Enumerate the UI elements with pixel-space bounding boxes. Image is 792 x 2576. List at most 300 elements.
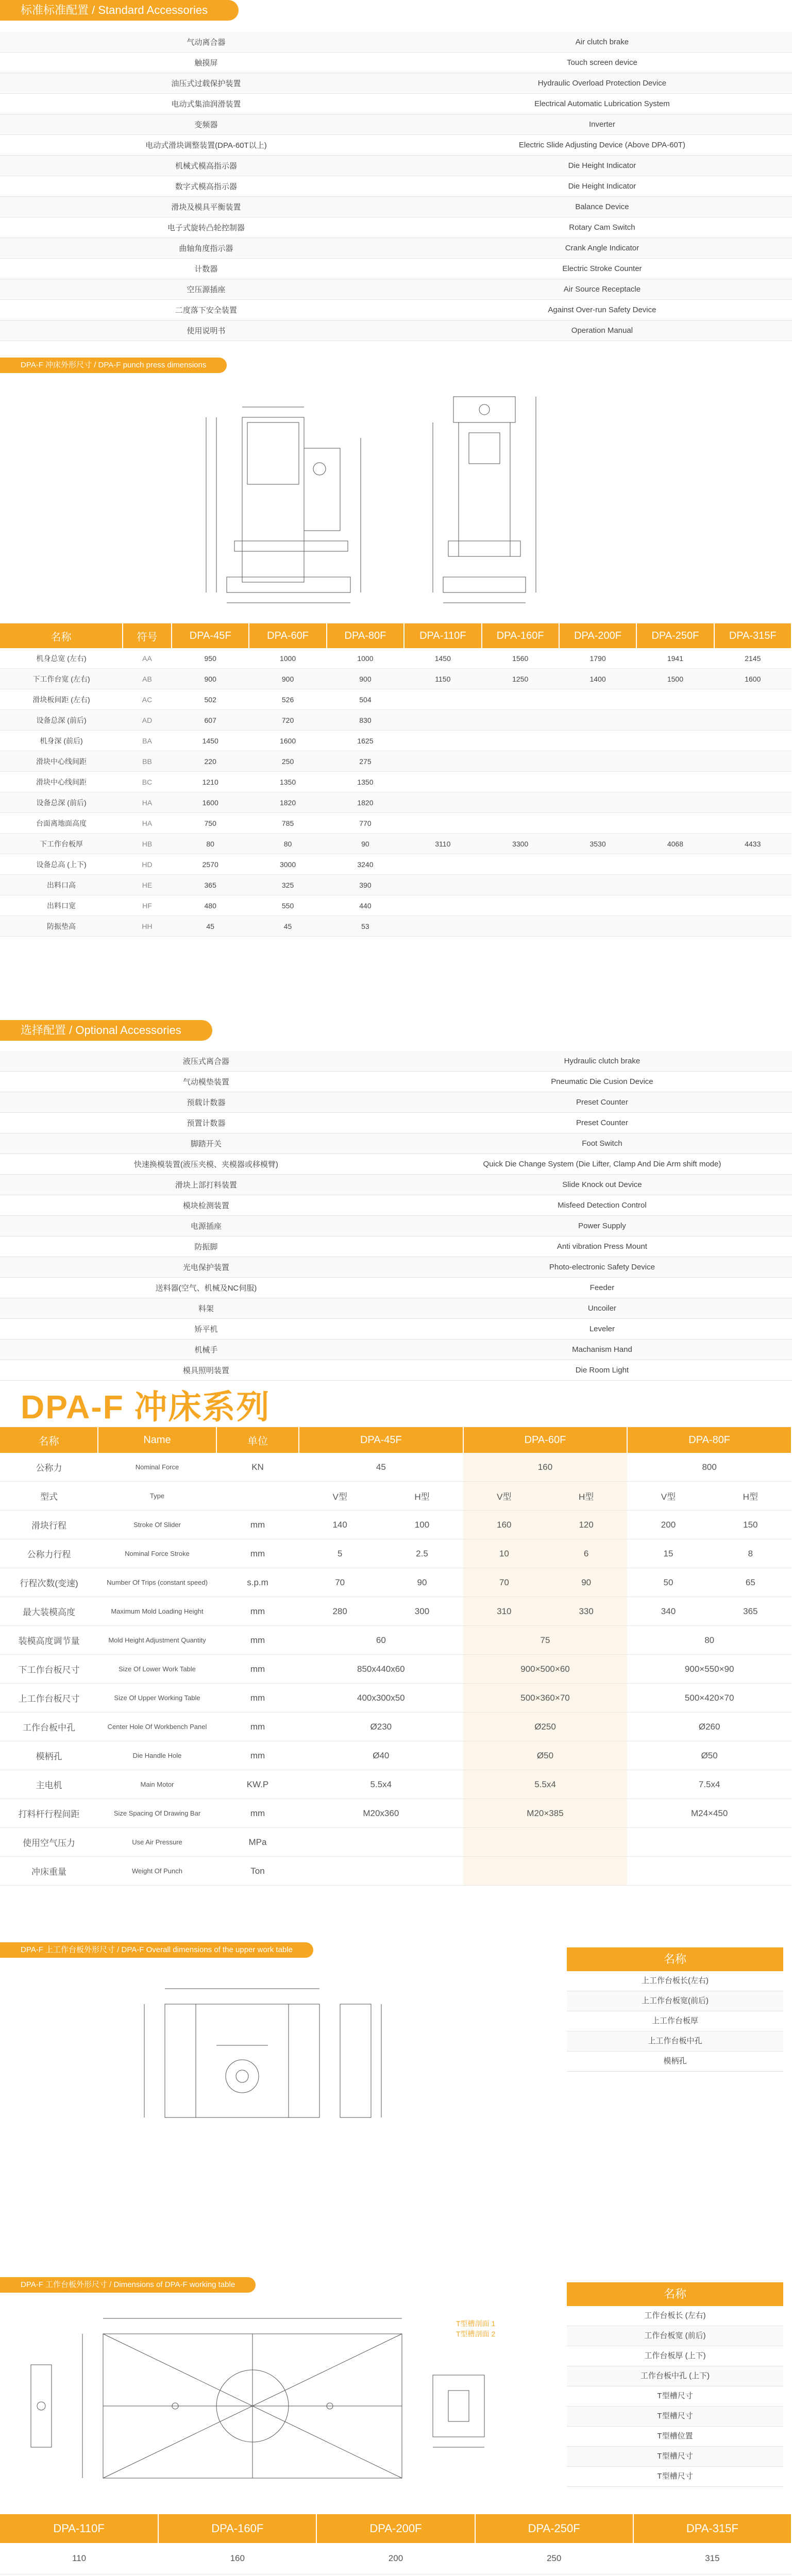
series-row <box>0 1626 791 1655</box>
accessory-en: Quick Die Change System (Die Lifter, Clamp And Die Arm shift mode) <box>412 1154 792 1175</box>
accessory-row <box>0 32 792 53</box>
series-name-cn: 下工作台板尺寸 <box>0 1655 98 1684</box>
series-value <box>463 1828 628 1857</box>
series-unit: mm <box>216 1597 299 1626</box>
accessory-row <box>0 259 792 279</box>
spec-row <box>0 916 791 937</box>
spec-cell: 防振垫高 <box>0 916 123 937</box>
series-name-en: Weight Of Punch <box>98 1857 216 1886</box>
large-series-value <box>79 2574 159 2576</box>
accessory-row <box>0 1216 792 1236</box>
series-name-cn: 上工作台板尺寸 <box>0 1684 98 1713</box>
accessory-cn: 气动模垫装置 <box>0 1072 412 1092</box>
spec-cell: 机身总宽 (左右) <box>0 648 123 669</box>
series-unit: mm <box>216 1511 299 1539</box>
accessory-row <box>0 156 792 176</box>
series-value: 5.5x4 <box>463 1770 628 1799</box>
accessory-en: Misfeed Detection Control <box>412 1195 792 1216</box>
series-value: 100 <box>381 1511 463 1539</box>
spec-cell <box>636 875 714 895</box>
series-row <box>0 1482 791 1511</box>
series-value: 500×420×70 <box>627 1684 791 1713</box>
series-header: DPA-60F <box>463 1427 628 1453</box>
spec-cell: 80 <box>249 834 326 854</box>
spec-cell: HF <box>123 895 172 916</box>
spec-cell <box>404 854 481 875</box>
series-name-cn: 冲床重量 <box>0 1857 98 1886</box>
spec-cell <box>559 854 636 875</box>
spec-cell: HD <box>123 854 172 875</box>
accessory-row <box>0 114 792 135</box>
spec-cell <box>559 875 636 895</box>
accessory-row <box>0 320 792 341</box>
spec-cell <box>714 854 791 875</box>
large-series-value <box>316 2574 396 2576</box>
series-unit: KW.P <box>216 1770 299 1799</box>
upper-table-drawing <box>124 1973 423 2143</box>
spec-cell: 325 <box>249 875 326 895</box>
name-list-item: 工作台板中孔 (上下) <box>567 2366 783 2386</box>
accessory-cn: 油压式过载保护装置 <box>0 73 412 94</box>
spec-cell: 950 <box>172 648 249 669</box>
spec-cell: HA <box>123 792 172 813</box>
spec-cell: 1250 <box>482 669 559 689</box>
series-name-en: Type <box>98 1482 216 1511</box>
spec-cell: 80 <box>172 834 249 854</box>
spec-cell <box>404 731 481 751</box>
series-value: 150 <box>710 1511 791 1539</box>
series-unit: mm <box>216 1713 299 1741</box>
accessory-row <box>0 1360 792 1381</box>
spec-cell: 90 <box>327 834 404 854</box>
accessory-cn: 变频器 <box>0 114 412 135</box>
accessory-cn: 液压式离合器 <box>0 1051 412 1072</box>
series-value: 330 <box>545 1597 627 1626</box>
spec-cell <box>404 916 481 937</box>
accessory-cn: 滑块上部打料装置 <box>0 1175 412 1195</box>
spec-cell: 出料口宽 <box>0 895 123 916</box>
series-unit: mm <box>216 1684 299 1713</box>
spec-cell: 滑块中心线间距 <box>0 751 123 772</box>
spec-cell: 1600 <box>172 792 249 813</box>
large-series-header: DPA-160F <box>158 2514 316 2543</box>
accessory-row <box>0 1195 792 1216</box>
series-value: 120 <box>545 1511 627 1539</box>
spec-cell <box>404 689 481 710</box>
series-value: 310 <box>463 1597 545 1626</box>
name-list-item: T型槽位置 <box>567 2427 783 2447</box>
accessory-cn: 曲轴角度指示器 <box>0 238 412 259</box>
large-series-header: DPA-250F <box>475 2514 633 2543</box>
spec-cell: 1820 <box>249 792 326 813</box>
spec-row <box>0 792 791 813</box>
accessory-en: Die Room Light <box>412 1360 792 1381</box>
spec-cell <box>404 875 481 895</box>
spec-cell <box>482 792 559 813</box>
spec-cell <box>482 875 559 895</box>
series-row <box>0 1857 791 1886</box>
spec-row <box>0 772 791 792</box>
accessory-row <box>0 53 792 73</box>
press-front-drawing <box>186 386 423 613</box>
spec-cell: 250 <box>249 751 326 772</box>
spec-cell <box>404 751 481 772</box>
large-series-value: 200 <box>316 2543 475 2574</box>
accessory-row <box>0 238 792 259</box>
accessory-en: Foot Switch <box>412 1133 792 1154</box>
accessory-cn: 模块检测装置 <box>0 1195 412 1216</box>
accessory-cn: 快速换模装置(液压夹模、夹模器或移模臂) <box>0 1154 412 1175</box>
series-header: 单位 <box>216 1427 299 1453</box>
spec-cell: 53 <box>327 916 404 937</box>
spec-cell <box>559 813 636 834</box>
accessory-en: Balance Device <box>412 197 792 217</box>
spec-cell <box>559 916 636 937</box>
series-row <box>0 1568 791 1597</box>
spec-cell: 1350 <box>249 772 326 792</box>
spec-cell: 设备总深 (前后) <box>0 710 123 731</box>
series-name-en: Main Motor <box>98 1770 216 1799</box>
accessory-en: Electric Stroke Counter <box>412 259 792 279</box>
spec-header: DPA-45F <box>172 623 249 648</box>
series-value: 90 <box>545 1568 627 1597</box>
series-row <box>0 1770 791 1799</box>
spec-cell <box>714 689 791 710</box>
accessory-cn: 电子式旋转凸轮控制器 <box>0 217 412 238</box>
accessory-en: Preset Counter <box>412 1113 792 1133</box>
series-name-en: Mold Height Adjustment Quantity <box>98 1626 216 1655</box>
spec-cell: 550 <box>249 895 326 916</box>
spec-cell: 下工作台板厚 <box>0 834 123 854</box>
accessory-en: Hydraulic Overload Protection Device <box>412 73 792 94</box>
spec-cell: 机身深 (前后) <box>0 731 123 751</box>
spec-row <box>0 834 791 854</box>
accessory-row <box>0 300 792 320</box>
spec-cell <box>482 689 559 710</box>
legend-label-2: T型槽剖面 2 <box>456 2330 496 2338</box>
accessory-en: Operation Manual <box>412 320 792 341</box>
standard-accessories-header: 标准标准配置 / Standard Accessories <box>0 0 239 21</box>
series-value: 500×360×70 <box>463 1684 628 1713</box>
series-row <box>0 1511 791 1539</box>
optional-accessories-header: 选择配置 / Optional Accessories <box>0 1020 212 1041</box>
spec-header: 符号 <box>123 623 172 648</box>
accessory-cn: 预载计数器 <box>0 1092 412 1113</box>
series-value: 50 <box>627 1568 709 1597</box>
series-name-en: Number Of Trips (constant speed) <box>98 1568 216 1597</box>
series-value: 70 <box>299 1568 381 1597</box>
series-title: DPA-F 冲床系列 <box>21 1388 271 1426</box>
accessory-row <box>0 1298 792 1319</box>
series-name-en: Center Hole Of Workbench Panel <box>98 1713 216 1741</box>
spec-cell: 2570 <box>172 854 249 875</box>
spec-cell: HA <box>123 813 172 834</box>
accessory-en: Air clutch brake <box>412 32 792 53</box>
spec-cell: AD <box>123 710 172 731</box>
spec-cell: 1210 <box>172 772 249 792</box>
spec-cell <box>636 792 714 813</box>
series-unit: mm <box>216 1655 299 1684</box>
spec-cell: 440 <box>327 895 404 916</box>
accessory-cn: 矫平机 <box>0 1319 412 1340</box>
series-name-en: Size Of Upper Working Table <box>98 1684 216 1713</box>
accessory-cn: 触摸屏 <box>0 53 412 73</box>
spec-cell <box>636 772 714 792</box>
series-name-cn: 工作台板中孔 <box>0 1713 98 1741</box>
spec-cell <box>482 751 559 772</box>
accessory-cn: 预置计数器 <box>0 1113 412 1133</box>
accessory-en: Die Height Indicator <box>412 176 792 197</box>
spec-cell: 1600 <box>714 669 791 689</box>
spec-cell: 275 <box>327 751 404 772</box>
spec-cell: 1150 <box>404 669 481 689</box>
accessory-en: Power Supply <box>412 1216 792 1236</box>
spec-cell: HH <box>123 916 172 937</box>
spec-cell: 台面离地面高度 <box>0 813 123 834</box>
spec-row <box>0 854 791 875</box>
accessory-cn: 电动式滑块调整装置(DPA-60T以上) <box>0 135 412 156</box>
series-row <box>0 1539 791 1568</box>
series-value: 45 <box>299 1453 463 1482</box>
large-series-table <box>0 2514 792 2576</box>
spec-cell: 1941 <box>636 648 714 669</box>
spec-cell <box>636 689 714 710</box>
spec-cell <box>714 751 791 772</box>
series-name-cn: 滑块行程 <box>0 1511 98 1539</box>
spec-row <box>0 710 791 731</box>
series-name-en: Die Handle Hole <box>98 1741 216 1770</box>
standard-accessories-table <box>0 32 792 341</box>
spec-cell <box>482 731 559 751</box>
optional-accessories-table <box>0 1051 792 1381</box>
series-table <box>0 1427 792 1886</box>
name-list-item: T型槽尺寸 <box>567 2406 783 2427</box>
accessory-en: Against Over-run Safety Device <box>412 300 792 320</box>
spec-cell <box>714 792 791 813</box>
series-value: H型 <box>710 1482 791 1511</box>
spec-cell: 480 <box>172 895 249 916</box>
series-name-en: Stroke Of Slider <box>98 1511 216 1539</box>
series-value: 5 <box>299 1539 381 1568</box>
series-row <box>0 1684 791 1713</box>
name-list-item: T型槽尺寸 <box>567 2447 783 2467</box>
spec-row <box>0 731 791 751</box>
spec-cell: 2145 <box>714 648 791 669</box>
spec-cell <box>636 916 714 937</box>
spec-cell: 1450 <box>404 648 481 669</box>
series-name-cn: 主电机 <box>0 1770 98 1799</box>
series-value: 160 <box>463 1453 628 1482</box>
accessory-cn: 模具照明装置 <box>0 1360 412 1381</box>
spec-cell: BB <box>123 751 172 772</box>
spec-cell: 1625 <box>327 731 404 751</box>
spec-cell <box>482 895 559 916</box>
accessory-en: Leveler <box>412 1319 792 1340</box>
accessory-cn: 料架 <box>0 1298 412 1319</box>
series-value: 80 <box>627 1626 791 1655</box>
spec-cell: 滑块中心线间距 <box>0 772 123 792</box>
name-list-item: 模柄孔 <box>567 2052 783 2072</box>
legend-label-1: T型槽剖面 1 <box>456 2319 496 2328</box>
spec-cell <box>714 710 791 731</box>
spec-row <box>0 689 791 710</box>
spec-cell <box>482 854 559 875</box>
series-name-cn: 装模高度调节量 <box>0 1626 98 1655</box>
accessory-row <box>0 1236 792 1257</box>
series-header: DPA-45F <box>299 1427 463 1453</box>
series-header: DPA-80F <box>627 1427 791 1453</box>
name-list-item: 上工作台板中孔 <box>567 2031 783 2052</box>
spec-cell: 502 <box>172 689 249 710</box>
spec-cell: 750 <box>172 813 249 834</box>
spec-cell: 3300 <box>482 834 559 854</box>
series-value: Ø230 <box>299 1713 463 1741</box>
accessory-row <box>0 1319 792 1340</box>
spec-header: DPA-250F <box>636 623 714 648</box>
upper-table-section <box>0 1942 792 2169</box>
spec-cell: 设备总高 (上下) <box>0 854 123 875</box>
press-side-drawing <box>423 386 557 613</box>
series-name-cn: 打料杆行程间距 <box>0 1799 98 1828</box>
spec-cell: 770 <box>327 813 404 834</box>
spec-cell: 1600 <box>249 731 326 751</box>
accessory-en: Touch screen device <box>412 53 792 73</box>
spec-cell <box>714 895 791 916</box>
large-series-value: 250 <box>475 2543 633 2574</box>
spec-row <box>0 895 791 916</box>
dimensions-header: DPA-F 冲床外形尺寸 / DPA-F punch press dimensions <box>0 358 227 373</box>
spec-cell: 526 <box>249 689 326 710</box>
spec-cell: 下工作台宽 (左右) <box>0 669 123 689</box>
accessory-cn: 计数器 <box>0 259 412 279</box>
spec-cell <box>714 772 791 792</box>
series-value: V型 <box>627 1482 709 1511</box>
spec-cell: 1790 <box>559 648 636 669</box>
spec-cell: 390 <box>327 875 404 895</box>
accessory-row <box>0 1278 792 1298</box>
spec-cell: 900 <box>249 669 326 689</box>
accessory-en: Crank Angle Indicator <box>412 238 792 259</box>
spec-cell: 720 <box>249 710 326 731</box>
spec-row <box>0 669 791 689</box>
series-value: Ø50 <box>463 1741 628 1770</box>
accessory-row <box>0 1154 792 1175</box>
series-value: 10 <box>463 1539 545 1568</box>
large-series-value <box>712 2574 791 2576</box>
spec-cell <box>636 751 714 772</box>
spec-cell: 1350 <box>327 772 404 792</box>
accessory-en: Slide Knock out Device <box>412 1175 792 1195</box>
series-name-cn: 行程次数(变速) <box>0 1568 98 1597</box>
series-value: 900×550×90 <box>627 1655 791 1684</box>
accessory-cn: 空压源插座 <box>0 279 412 300</box>
spec-cell: 1400 <box>559 669 636 689</box>
accessory-en: Anti vibration Press Mount <box>412 1236 792 1257</box>
accessory-en: Electrical Automatic Lubrication System <box>412 94 792 114</box>
working-table-header: DPA-F 工作台板外形尺寸 / Dimensions of DPA-F working table <box>0 2277 256 2293</box>
spec-cell <box>404 710 481 731</box>
spec-cell: 1500 <box>636 669 714 689</box>
accessory-cn: 脚踏开关 <box>0 1133 412 1154</box>
series-value: 160 <box>463 1511 545 1539</box>
series-value: 15 <box>627 1539 709 1568</box>
spec-cell <box>404 813 481 834</box>
accessory-cn: 机械手 <box>0 1340 412 1360</box>
upper-table-header: DPA-F 上工作台板外形尺寸 / DPA-F Overall dimensions of the upper work table <box>0 1942 313 1958</box>
spec-header: DPA-315F <box>714 623 791 648</box>
spec-cell: AA <box>123 648 172 669</box>
series-value <box>627 1857 791 1886</box>
series-header: Name <box>98 1427 216 1453</box>
upper-names-list <box>567 1947 783 2072</box>
spec-cell <box>636 710 714 731</box>
series-unit: mm <box>216 1539 299 1568</box>
series-value: V型 <box>299 1482 381 1511</box>
accessory-cn: 二度落下安全装置 <box>0 300 412 320</box>
spec-row <box>0 813 791 834</box>
series-unit: mm <box>216 1799 299 1828</box>
spec-row <box>0 751 791 772</box>
accessory-row <box>0 1092 792 1113</box>
series-unit: mm <box>216 1741 299 1770</box>
series-value: 140 <box>299 1511 381 1539</box>
series-row <box>0 1655 791 1684</box>
spec-cell <box>636 895 714 916</box>
accessory-en: Rotary Cam Switch <box>412 217 792 238</box>
accessory-en: Machanism Hand <box>412 1340 792 1360</box>
series-value: 70 <box>463 1568 545 1597</box>
name-list-item: 上工作台板宽(前后) <box>567 1991 783 2011</box>
series-value: 90 <box>381 1568 463 1597</box>
accessory-row <box>0 1113 792 1133</box>
series-name-cn: 型式 <box>0 1482 98 1511</box>
spec-cell: 3240 <box>327 854 404 875</box>
accessory-row <box>0 1175 792 1195</box>
accessory-cn: 光电保护装置 <box>0 1257 412 1278</box>
series-value: 5.5x4 <box>299 1770 463 1799</box>
accessory-en: Air Source Receptacle <box>412 279 792 300</box>
spec-cell: 607 <box>172 710 249 731</box>
series-value: 365 <box>710 1597 791 1626</box>
series-unit: Ton <box>216 1857 299 1886</box>
large-series-row <box>0 2574 791 2576</box>
series-name-en: Nominal Force Stroke <box>98 1539 216 1568</box>
series-row <box>0 1799 791 1828</box>
large-series-value <box>475 2574 554 2576</box>
accessory-cn: 滑块及模具平衡装置 <box>0 197 412 217</box>
accessory-cn: 送料器(空气、机械及NC伺服) <box>0 1278 412 1298</box>
spec-header: 名称 <box>0 623 123 648</box>
spec-cell <box>482 916 559 937</box>
spec-cell <box>714 731 791 751</box>
series-value: 300 <box>381 1597 463 1626</box>
large-series-value <box>158 2574 238 2576</box>
series-value <box>463 1857 628 1886</box>
accessory-row <box>0 279 792 300</box>
series-value: Ø260 <box>627 1713 791 1741</box>
series-value: 2.5 <box>381 1539 463 1568</box>
spec-cell: 滑块板间距 (左右) <box>0 689 123 710</box>
spec-cell <box>714 875 791 895</box>
series-name-en: Maximum Mold Loading Height <box>98 1597 216 1626</box>
series-row <box>0 1828 791 1857</box>
series-value: 8 <box>710 1539 791 1568</box>
spec-cell: AB <box>123 669 172 689</box>
large-series-value: 160 <box>158 2543 316 2574</box>
large-series-value <box>238 2574 317 2576</box>
series-name-en: Use Air Pressure <box>98 1828 216 1857</box>
spec-header: DPA-80F <box>327 623 404 648</box>
